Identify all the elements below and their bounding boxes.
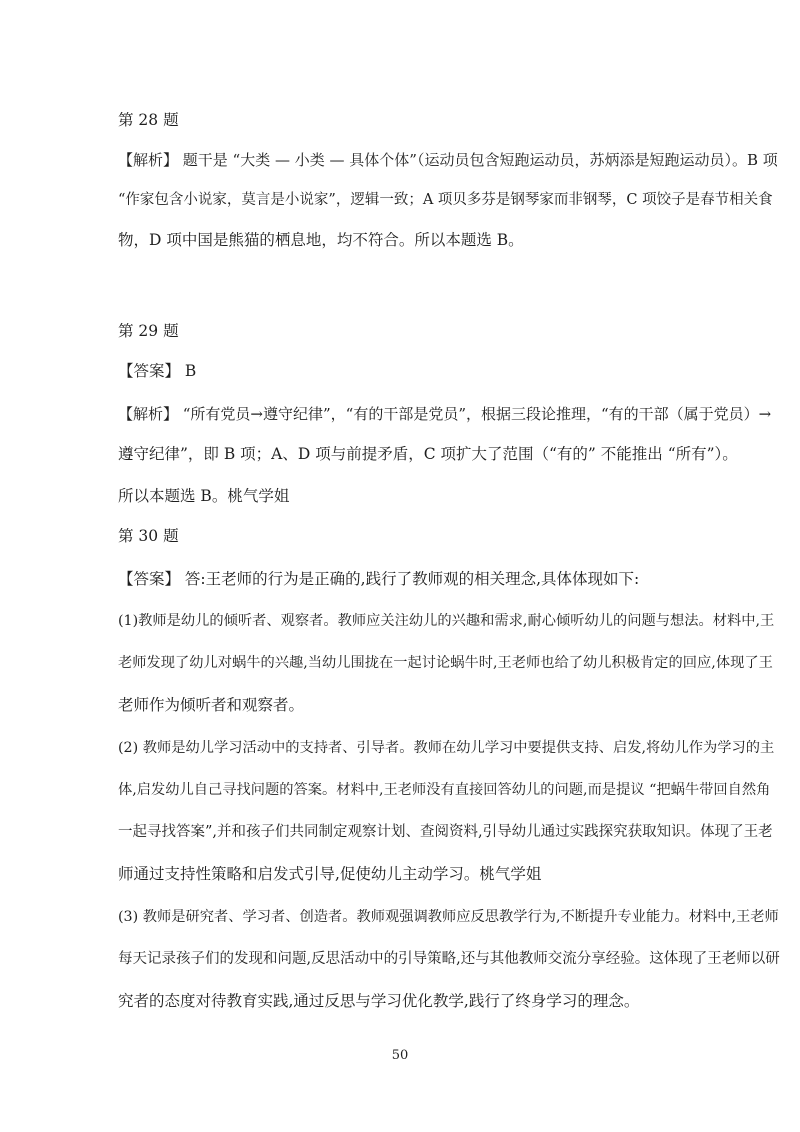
q30-point-3-line-1: (3) 教师是研究者、学习者、创造者。教师观强调教师应反思教学行为,不断提升专业能力。材料中,王老师 — [118, 909, 779, 925]
q29-answer: 【答案】 B — [118, 362, 197, 380]
q30-answer: 【答案】 答:王老师的行为是正确的,践行了教师观的相关理念,具体体现如下: — [118, 570, 640, 588]
q29-conclusion: 所以本题选 B。桃气学姐 — [118, 487, 290, 505]
q30-point-3-line-3: 究者的态度对待教育实践,通过反思与学习优化教学,践行了终身学习的理念。 — [118, 992, 640, 1010]
q28-analysis-line-3: 物，D 项中国是熊猫的栖息地，均不符合。所以本题选 B。 — [118, 231, 524, 249]
q28-analysis-line-2: “作家包含小说家，莫言是小说家”，逻辑一致；A 项贝多芬是钢琴家而非钢琴，C 项饺子是春节相关食 — [118, 192, 773, 208]
q29-analysis-line-1: 【解析】 “所有党员→遵守纪律”，“有的干部是党员”，根据三段论推理，“有的干部（属于党员）→ — [118, 405, 772, 423]
q30-point-1-line-3: 老师作为倾听者和观察者。 — [118, 696, 305, 714]
q30-point-1-line-1: (1)教师是幼儿的倾听者、观察者。教师应关注幼儿的兴趣和需求,耐心倾听幼儿的问题与想法。材料中,王 — [118, 613, 775, 629]
q28-analysis-line-1: 【解析】 题干是 “大类 — 小类 — 具体个体”（运动员包含短跑运动员，苏炳添是短跑运动员）。B 项 — [118, 151, 778, 169]
q30-point-3-line-2: 每天记录孩子们的发现和问题,反思活动中的引导策略,还与其他教师交流分享经验。这体现了王老师以研 — [118, 951, 780, 967]
question-28-heading: 第 28 题 — [118, 111, 179, 129]
q30-point-1-line-2: 老师发现了幼儿对蜗牛的兴趣,当幼儿围拢在一起讨论蜗牛时,王老师也给了幼儿积极肯定的回应,体现了王 — [118, 655, 773, 671]
q30-point-2-line-4: 师通过支持性策略和启发式引导,促使幼儿主动学习。桃气学姐 — [118, 865, 542, 883]
page-number: 50 — [391, 1048, 409, 1063]
q30-point-2-line-2: 体,启发幼儿自己寻找问题的答案。材料中,王老师没有直接回答幼儿的问题,而是提议 “把蜗牛带回自然角 — [118, 782, 771, 798]
question-29-heading: 第 29 题 — [118, 322, 179, 340]
question-30-heading: 第 30 题 — [118, 527, 179, 545]
q30-point-2-line-3: 一起寻找答案”,并和孩子们共同制定观察计划、查阅资料,引导幼儿通过实践探究获取知识。体现了王老 — [118, 824, 773, 840]
q30-point-2-line-1: (2) 教师是幼儿学习活动中的支持者、引导者。教师在幼儿学习中要提供支持、启发,将幼儿作为学习的主 — [118, 740, 775, 756]
q29-analysis-line-2: 遵守纪律”，即 B 项；A、D 项与前提矛盾，C 项扩大了范围（“有的” 不能推出 “所有”）。 — [118, 445, 738, 463]
